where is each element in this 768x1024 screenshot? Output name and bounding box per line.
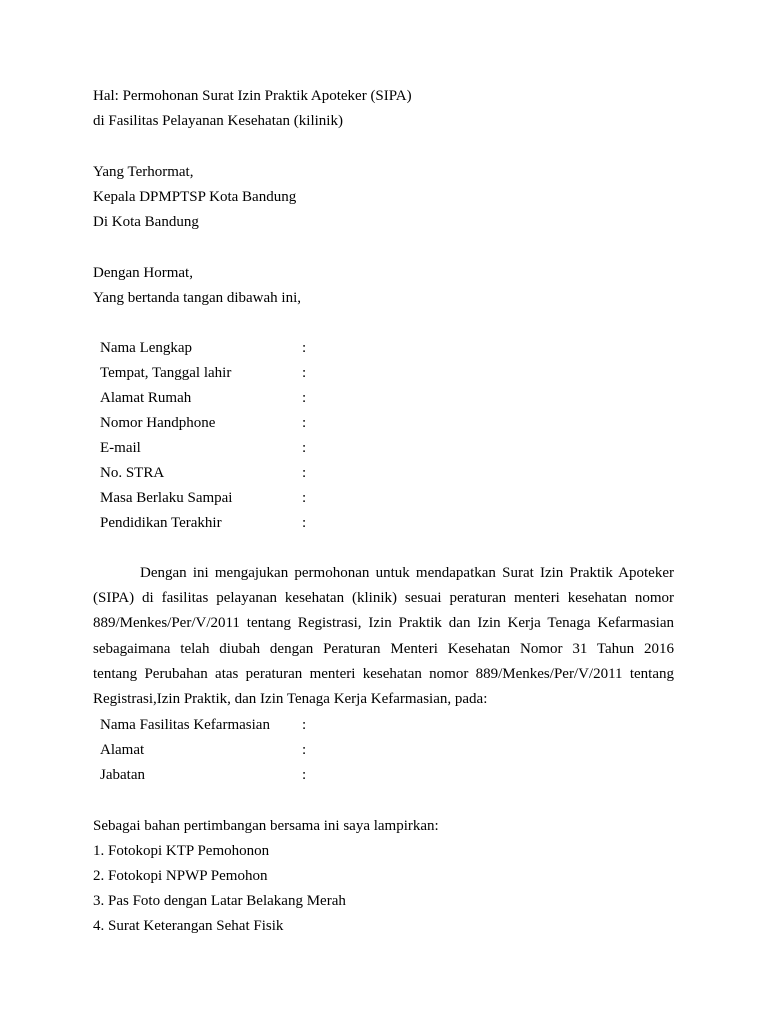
attachments-intro: Sebagai bahan pertimbangan bersama ini saya lampirkan: [93,818,439,834]
recipient-title: Kepala DPMPTSP Kota Bandung [93,189,297,205]
paragraph-line: tentang Perubahan atas peraturan menteri kesehatan nomor 889/Menkes/Per/V/2011 tentang [93,665,674,682]
attachment-item: 2. Fotokopi NPWP Pemohon [93,868,268,884]
field-label-email: E-mail [100,440,141,456]
subject-line-1: Hal: Permohonan Surat Izin Praktik Apoteker (SIPA) [93,88,412,104]
field-label-no-stra: No. STRA [100,465,165,481]
field-colon: : [302,365,307,381]
attachment-item: 3. Pas Foto dengan Latar Belakang Merah [93,893,346,909]
paragraph-line: (SIPA) di fasilitas pelayanan kesehatan (klinik) sesuai peraturan menteri kesehatan nomor [93,590,674,607]
body-paragraph [93,561,674,712]
field-label-pendidikan-terakhir: Pendidikan Terakhir [100,515,222,531]
field-colon: : [302,515,307,531]
field-label-jabatan: Jabatan [100,767,145,783]
attachment-item: 1. Fotokopi KTP Pemohonon [93,843,270,859]
field-label-tempat-tanggal-lahir: Tempat, Tanggal lahir [100,365,232,381]
field-colon: : [302,767,307,783]
undersigned-line: Yang bertanda tangan dibawah ini, [93,290,302,306]
field-label-masa-berlaku: Masa Berlaku Sampai [100,490,233,506]
field-colon: : [302,390,307,406]
field-label-alamat-rumah: Alamat Rumah [100,390,192,406]
field-colon: : [302,440,307,456]
greeting-line: Dengan Hormat, [93,265,193,281]
field-colon: : [302,465,307,481]
recipient-salutation: Yang Terhormat, [93,164,194,180]
field-label-alamat: Alamat [100,742,145,758]
recipient-location: Di Kota Bandung [93,214,199,230]
paragraph-line: Dengan ini mengajukan permohonan untuk mendapatkan Surat Izin Praktik Apoteker [140,565,674,581]
subject-line-2: di Fasilitas Pelayanan Kesehatan (kilinik) [93,113,343,129]
field-label-nama-fasilitas: Nama Fasilitas Kefarmasian [100,717,270,733]
field-colon: : [302,742,307,758]
paragraph-line: 889/Menkes/Per/V/2011 tentang Registrasi, Izin Praktik dan Izin Kerja Tenaga Kefarmasian [93,615,674,632]
field-colon: : [302,415,307,431]
field-colon: : [302,717,307,733]
field-label-nomor-handphone: Nomor Handphone [100,415,216,431]
field-colon: : [302,490,307,506]
paragraph-line: Registrasi,Izin Praktik, dan Izin Tenaga Kerja Kefarmasian, pada: [93,690,488,707]
field-label-nama-lengkap: Nama Lengkap [100,340,193,356]
attachment-item: 4. Surat Keterangan Sehat Fisik [93,918,284,934]
paragraph-line: sebagaimana telah diubah dengan Peraturan Menteri Kesehatan Nomor 31 Tahun 2016 [93,640,674,657]
field-colon: : [302,340,307,356]
